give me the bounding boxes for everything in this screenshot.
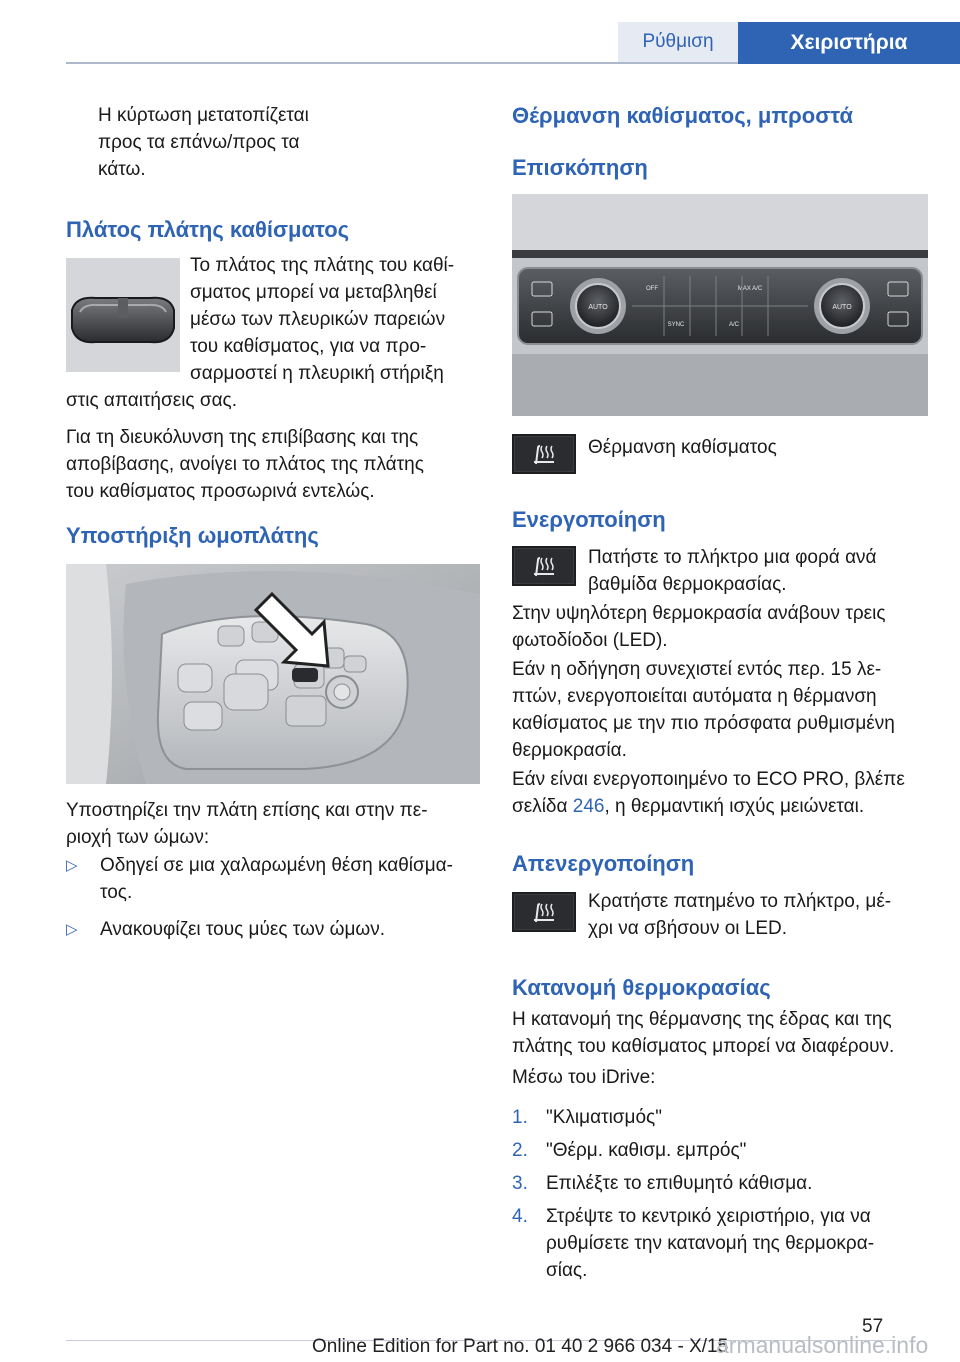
idrive-steps bbox=[512, 1104, 932, 1284]
shoulder-support-image bbox=[66, 564, 480, 784]
backrest-width-switch-image bbox=[66, 258, 180, 372]
off-label: OFF bbox=[646, 286, 658, 292]
watermark: armanualsonline.info bbox=[716, 1332, 929, 1358]
climate-panel-image bbox=[512, 194, 928, 416]
idrive-text: Μέσω του iDrive: bbox=[512, 1067, 656, 1088]
list-item: 3. Επιλέξτε το επιθυμητό κάθισμα. bbox=[512, 1173, 813, 1194]
max-ac-label: MAX A/C bbox=[737, 286, 763, 292]
backrest-width-text: Το πλάτος της πλάτης του καθί- σματος μπορεί να μεταβληθεί μέσω των πλευρικών παρειών του καθίσματος, για να προ- σαρμοστεί η πλευρική στήριξη bbox=[190, 255, 455, 384]
backrest-width-heading: Πλάτος πλάτης καθίσματος bbox=[66, 217, 350, 242]
bullet-triangle-icon: ▷ bbox=[66, 857, 78, 874]
seat-heating-icon bbox=[512, 892, 576, 932]
deactivation-heading: Απενεργοποίηση bbox=[512, 851, 695, 876]
deactivation-text: Κρατήστε πατημένο το πλήκτρο, μέ- χρι να σβήσουν οι LED. bbox=[588, 891, 892, 939]
seat-heating-button-icon bbox=[512, 892, 576, 932]
seat-heating-button-icon bbox=[512, 434, 576, 474]
list-item: 1. "Κλιματισμός" bbox=[512, 1107, 662, 1128]
temperature-distribution-heading: Κατανομή θερμοκρασίας bbox=[512, 975, 771, 1000]
list-item: ▷ Οδηγεί σε μια χαλαρωμένη θέση καθίσμα- τος. bbox=[66, 852, 480, 906]
tab-settings[interactable]: Ρύθμιση bbox=[618, 22, 738, 62]
climate-panel-illustration bbox=[512, 194, 928, 416]
list-item: ▷ Ανακουφίζει τους μύες των ώμων. bbox=[66, 916, 480, 943]
shoulder-support-text: Υποστηρίζει την πλάτη επίσης και στην πε- ριοχή των ώμων: bbox=[66, 800, 428, 848]
bullet-triangle-icon: ▷ bbox=[66, 921, 78, 938]
overview-heading: Επισκόπηση bbox=[512, 155, 648, 180]
sync-label: SYNC bbox=[667, 322, 685, 328]
seat-heating-icon bbox=[512, 434, 576, 474]
auto-reactivation-text: Εάν η οδήγηση συνεχιστεί εντός περ. 15 λε- πτών, ενεργοποιείται αυτόματα η θέρμανση καθίσματος με την πιο πρόσφατα ρυθμισμένη θερμοκρασία. bbox=[512, 659, 895, 761]
page-link-246[interactable]: 246 bbox=[572, 796, 605, 817]
seat-heating-label: Θέρμανση καθίσματος bbox=[588, 437, 777, 458]
seat-switch-illustration bbox=[66, 258, 180, 372]
auto-label-right: AUTO bbox=[832, 304, 852, 311]
edition-footer: Online Edition for Part no. 01 40 2 966 034 - X/15 bbox=[312, 1336, 729, 1357]
seat-heating-heading: Θέρμανση καθίσματος, μπροστά bbox=[512, 103, 854, 128]
activation-text: Πατήστε το πλήκτρο μια φορά ανά βαθμίδα θερμοκρασίας. bbox=[588, 547, 877, 595]
auto-label-left: AUTO bbox=[588, 304, 608, 311]
backrest-width-text-tail: στις απαιτήσεις σας. bbox=[66, 390, 237, 411]
shoulder-support-heading: Υποστήριξη ωμοπλάτης bbox=[66, 523, 319, 548]
entry-exit-text: Για τη διευκόλυνση της επιβίβασης και της αποβίβασης, ανοίγει το πλάτος της πλάτης του καθίσματος προσωρινά εντελώς. bbox=[66, 427, 424, 502]
seat-side-controls-illustration bbox=[66, 564, 480, 784]
shoulder-support-bullets bbox=[66, 852, 480, 943]
eco-pro-text: Εάν είναι ενεργοποιημένο το ECO PRO, βλέπε σελίδα 246, η θερμαντική ισχύς μειώνεται. bbox=[512, 769, 905, 817]
curvature-text: Η κύρτωση μετατοπίζεται προς τα επάνω/προς τα κάτω. bbox=[98, 105, 309, 180]
activation-heading: Ενεργοποίηση bbox=[512, 507, 666, 532]
page-number: 57 bbox=[862, 1316, 884, 1337]
ac-label: A/C bbox=[728, 322, 740, 328]
led-text: Στην υψηλότερη θερμοκρασία ανάβουν τρεις φωτοδίοδοι (LED). bbox=[512, 603, 886, 651]
tab-controls[interactable]: Χειριστήρια bbox=[738, 22, 960, 64]
seat-heating-button-icon bbox=[512, 546, 576, 586]
list-item: 4. Στρέψτε το κεντρικό χειριστήριο, για να ρυθμίσετε την κατανομή της θερμοκρα- σίας. bbox=[512, 1206, 875, 1281]
distribution-text: Η κατανομή της θέρμανσης της έδρας και της πλάτης του καθίσματος μπορεί να διαφέρουν. bbox=[512, 1009, 895, 1057]
seat-heating-icon bbox=[512, 546, 576, 586]
list-item: 2. "Θέρμ. καθισμ. εμπρός" bbox=[512, 1140, 747, 1161]
